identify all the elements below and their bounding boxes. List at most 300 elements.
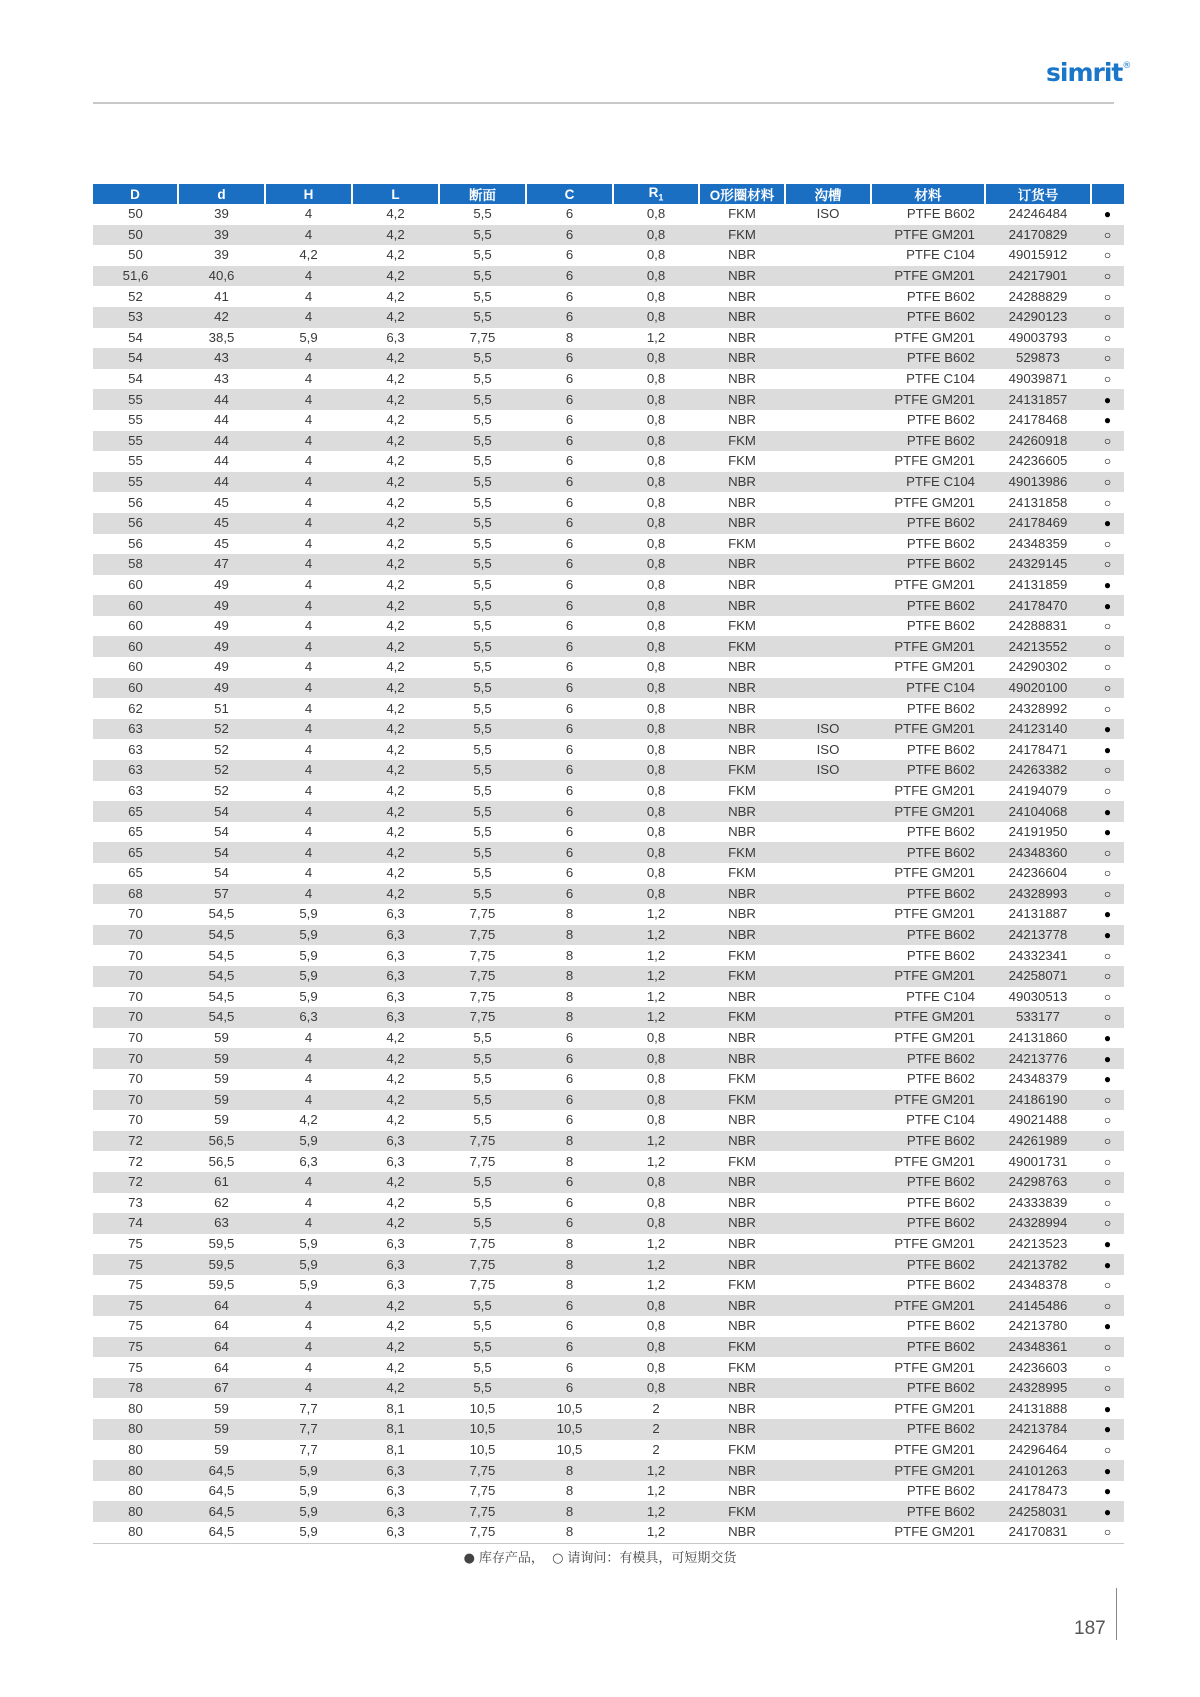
cell-order-number: 49001731 bbox=[1008, 1153, 1068, 1169]
cell-H: 5,9 bbox=[299, 906, 318, 922]
cell-H: 5,9 bbox=[265, 966, 352, 987]
cell-C: 6 bbox=[565, 288, 574, 304]
cell-material: PTFE C104 bbox=[871, 472, 985, 493]
cell-H: 4 bbox=[265, 1048, 352, 1069]
cell-D: 80 bbox=[128, 1483, 143, 1499]
cell-oring-material: NBR bbox=[699, 678, 785, 699]
cell-D: 75 bbox=[93, 1295, 178, 1316]
cell-availability: ○ bbox=[1103, 1195, 1112, 1210]
cell-material: PTFE GM201 bbox=[871, 266, 985, 287]
cell-C: 6 bbox=[526, 1090, 613, 1111]
cell-d: 54,5 bbox=[178, 966, 265, 987]
cell-H: 4 bbox=[265, 554, 352, 575]
cell-H: 4 bbox=[265, 1090, 352, 1111]
table-body bbox=[93, 204, 1124, 1543]
cell-material: PTFE B602 bbox=[871, 595, 985, 616]
cell-groove bbox=[785, 554, 871, 575]
cell-D: 70 bbox=[128, 906, 143, 922]
cell-D: 70 bbox=[128, 947, 143, 963]
cell-L: 6,3 bbox=[386, 329, 405, 345]
cell-L: 4,2 bbox=[386, 535, 405, 551]
cell-R1: 0,8 bbox=[613, 266, 699, 287]
cell-section: 7,75 bbox=[439, 1460, 526, 1481]
cell-C: 8 bbox=[565, 988, 574, 1004]
table-row bbox=[93, 1316, 1124, 1337]
cell-oring-material: NBR bbox=[699, 1378, 785, 1399]
cell-order-number: 24333839 bbox=[1008, 1194, 1068, 1210]
cell-d: 49 bbox=[178, 595, 265, 616]
cell-section: 5,5 bbox=[439, 884, 526, 905]
cell-D: 70 bbox=[93, 1007, 178, 1028]
cell-D: 73 bbox=[128, 1194, 143, 1210]
cell-order-number: 24178473 bbox=[1008, 1483, 1068, 1499]
cell-oring-material: NBR bbox=[699, 1254, 785, 1275]
cell-L: 4,2 bbox=[386, 1359, 405, 1375]
table-row bbox=[93, 492, 1124, 513]
cell-H: 4 bbox=[265, 1172, 352, 1193]
cell-order-number: 529873 bbox=[985, 348, 1091, 369]
table-row bbox=[93, 884, 1124, 905]
cell-material: PTFE GM201 bbox=[871, 1460, 985, 1481]
cell-L: 6,3 bbox=[352, 1131, 439, 1152]
cell-d: 52 bbox=[214, 741, 229, 757]
cell-d: 54,5 bbox=[208, 906, 235, 922]
cell-R1: 0,8 bbox=[613, 678, 699, 699]
cell-order-number: 24261989 bbox=[985, 1131, 1091, 1152]
cell-section: 7,75 bbox=[439, 1007, 526, 1028]
cell-C: 6 bbox=[526, 1172, 613, 1193]
cell-groove bbox=[785, 1337, 871, 1358]
cell-order-number: 24178470 bbox=[985, 595, 1091, 616]
cell-oring-material: NBR bbox=[728, 1030, 756, 1046]
cell-groove bbox=[785, 904, 871, 925]
cell-material: PTFE B602 bbox=[871, 431, 985, 452]
cell-availability: ○ bbox=[1091, 1337, 1124, 1358]
cell-D: 62 bbox=[128, 700, 143, 716]
table-row bbox=[93, 1440, 1124, 1461]
cell-availability: ○ bbox=[1091, 842, 1124, 863]
product-table bbox=[93, 184, 1124, 1544]
cell-availability: ○ bbox=[1103, 619, 1112, 634]
col-header-L: L bbox=[352, 184, 439, 204]
cell-d: 54 bbox=[178, 842, 265, 863]
cell-availability: ○ bbox=[1103, 289, 1112, 304]
table-row bbox=[93, 1007, 1124, 1028]
cell-availability: ● bbox=[1091, 389, 1124, 410]
cell-oring-material: FKM bbox=[699, 1007, 785, 1028]
cell-material: PTFE B602 bbox=[871, 1337, 985, 1358]
cell-groove bbox=[785, 781, 871, 802]
cell-groove bbox=[785, 389, 871, 410]
cell-H: 5,9 bbox=[265, 1131, 352, 1152]
cell-oring-material: NBR bbox=[699, 1295, 785, 1316]
cell-H: 4 bbox=[304, 1359, 313, 1375]
cell-L: 4,2 bbox=[386, 576, 405, 592]
cell-d: 64 bbox=[178, 1337, 265, 1358]
cell-availability: ○ bbox=[1091, 678, 1124, 699]
cell-d: 64 bbox=[214, 1359, 229, 1375]
cell-groove bbox=[785, 451, 871, 472]
cell-oring-material: NBR bbox=[728, 1235, 756, 1251]
table-row bbox=[93, 1460, 1124, 1481]
cell-H: 5,9 bbox=[299, 329, 318, 345]
table-row bbox=[93, 431, 1124, 452]
cell-material: PTFE GM201 bbox=[871, 1007, 985, 1028]
cell-H: 4,2 bbox=[299, 247, 318, 263]
cell-H: 4 bbox=[265, 1295, 352, 1316]
cell-oring-material: FKM bbox=[728, 206, 756, 222]
cell-R1: 0,8 bbox=[613, 884, 699, 905]
cell-R1: 0,8 bbox=[613, 1048, 699, 1069]
cell-availability: ○ bbox=[1103, 1360, 1112, 1375]
table-row bbox=[93, 842, 1124, 863]
cell-section: 5,5 bbox=[439, 842, 526, 863]
cell-material: PTFE B602 bbox=[871, 554, 985, 575]
cell-L: 4,2 bbox=[352, 1048, 439, 1069]
cell-H: 4 bbox=[304, 1318, 313, 1334]
cell-availability: ● bbox=[1091, 925, 1124, 946]
cell-availability: ○ bbox=[1103, 454, 1112, 469]
cell-groove: ISO bbox=[816, 206, 840, 222]
cell-L: 6,3 bbox=[352, 1254, 439, 1275]
cell-R1: 0,8 bbox=[646, 782, 666, 798]
cell-D: 63 bbox=[128, 741, 143, 757]
cell-H: 4 bbox=[265, 266, 352, 287]
cell-order-number: 24348360 bbox=[985, 842, 1091, 863]
cell-D: 63 bbox=[93, 760, 178, 781]
cell-L: 6,3 bbox=[386, 1153, 405, 1169]
cell-groove bbox=[785, 1316, 871, 1337]
cell-groove bbox=[785, 1028, 871, 1049]
cell-H: 5,9 bbox=[265, 1460, 352, 1481]
cell-H: 4 bbox=[265, 431, 352, 452]
cell-R1: 0,8 bbox=[646, 576, 666, 592]
cell-material: PTFE GM201 bbox=[894, 906, 975, 922]
cell-order-number: 24290302 bbox=[1008, 659, 1068, 675]
cell-D: 70 bbox=[93, 1048, 178, 1069]
cell-oring-material: NBR bbox=[728, 288, 756, 304]
cell-oring-material: NBR bbox=[699, 513, 785, 534]
cell-material: PTFE GM201 bbox=[871, 636, 985, 657]
cell-oring-material: FKM bbox=[728, 782, 756, 798]
cell-order-number: 24236603 bbox=[1008, 1359, 1068, 1375]
cell-section: 5,5 bbox=[439, 1172, 526, 1193]
table-row bbox=[93, 534, 1124, 555]
table-row bbox=[93, 1501, 1124, 1522]
cell-availability: ○ bbox=[1091, 431, 1124, 452]
cell-d: 54,5 bbox=[208, 947, 235, 963]
cell-groove bbox=[785, 616, 871, 637]
table-row bbox=[93, 225, 1124, 246]
cell-availability: ● bbox=[1103, 825, 1112, 840]
cell-D: 70 bbox=[93, 966, 178, 987]
cell-R1: 0,8 bbox=[646, 535, 666, 551]
cell-groove bbox=[785, 698, 871, 719]
cell-R1: 0,8 bbox=[613, 513, 699, 534]
cell-L: 4,2 bbox=[352, 884, 439, 905]
cell-section: 5,5 bbox=[439, 266, 526, 287]
cell-availability: ○ bbox=[1103, 1113, 1112, 1128]
cell-availability: ● bbox=[1103, 1401, 1112, 1416]
cell-d: 43 bbox=[214, 371, 229, 387]
cell-L: 6,3 bbox=[386, 947, 405, 963]
cell-R1: 1,2 bbox=[646, 988, 666, 1004]
cell-groove bbox=[785, 245, 871, 266]
cell-order-number: 49015912 bbox=[1008, 247, 1068, 263]
cell-availability: ● bbox=[1103, 413, 1112, 428]
cell-availability: ○ bbox=[1103, 948, 1112, 963]
cell-R1: 0,8 bbox=[613, 760, 699, 781]
cell-groove bbox=[785, 1151, 871, 1172]
header-rule bbox=[93, 102, 1114, 104]
cell-D: 75 bbox=[128, 1359, 143, 1375]
cell-R1: 0,8 bbox=[613, 1213, 699, 1234]
cell-C: 6 bbox=[565, 741, 574, 757]
cell-L: 4,2 bbox=[352, 1337, 439, 1358]
cell-R1: 0,8 bbox=[646, 741, 666, 757]
cell-order-number: 24236604 bbox=[1008, 865, 1068, 881]
cell-material: PTFE GM201 bbox=[894, 494, 975, 510]
cell-d: 59 bbox=[214, 1441, 229, 1457]
cell-D: 70 bbox=[128, 1112, 143, 1128]
cell-oring-material: NBR bbox=[699, 1048, 785, 1069]
cell-L: 4,2 bbox=[352, 678, 439, 699]
cell-order-number: 24263382 bbox=[985, 760, 1091, 781]
cell-R1: 0,8 bbox=[613, 1337, 699, 1358]
cell-groove bbox=[785, 1172, 871, 1193]
cell-H: 4 bbox=[304, 1194, 313, 1210]
cell-order-number: 49021488 bbox=[1008, 1112, 1068, 1128]
col-header-section: 断面 bbox=[439, 184, 526, 204]
col-header-order-number: 订货号 bbox=[985, 184, 1091, 204]
cell-groove bbox=[785, 1295, 871, 1316]
table-row bbox=[93, 1048, 1124, 1069]
cell-H: 4 bbox=[304, 1071, 313, 1087]
cell-order-number: 24131859 bbox=[1008, 576, 1068, 592]
cell-H: 4 bbox=[304, 494, 313, 510]
cell-d: 51 bbox=[214, 700, 229, 716]
cell-C: 6 bbox=[526, 554, 613, 575]
table-row bbox=[93, 1481, 1124, 1502]
table-row bbox=[93, 245, 1124, 266]
cell-C: 6 bbox=[526, 842, 613, 863]
cell-material: PTFE GM201 bbox=[894, 453, 975, 469]
cell-R1: 0,8 bbox=[613, 389, 699, 410]
cell-d: 59 bbox=[214, 1030, 229, 1046]
cell-material: PTFE B602 bbox=[906, 741, 975, 757]
cell-R1: 0,8 bbox=[613, 472, 699, 493]
cell-L: 4,2 bbox=[352, 472, 439, 493]
cell-material: PTFE GM201 bbox=[894, 1359, 975, 1375]
cell-d: 47 bbox=[178, 554, 265, 575]
cell-D: 72 bbox=[93, 1172, 178, 1193]
table-row bbox=[93, 1522, 1124, 1543]
cell-oring-material: NBR bbox=[699, 1460, 785, 1481]
table-row bbox=[93, 554, 1124, 575]
cell-H: 5,9 bbox=[299, 988, 318, 1004]
cell-C: 6 bbox=[565, 1359, 574, 1375]
cell-availability: ○ bbox=[1103, 660, 1112, 675]
cell-section: 7,75 bbox=[439, 1501, 526, 1522]
cell-d: 52 bbox=[178, 760, 265, 781]
cell-availability: ● bbox=[1103, 1484, 1112, 1499]
cell-material: PTFE B602 bbox=[906, 824, 975, 840]
cell-oring-material: NBR bbox=[699, 884, 785, 905]
cell-d: 44 bbox=[178, 431, 265, 452]
cell-order-number: 24213776 bbox=[985, 1048, 1091, 1069]
cell-section: 5,5 bbox=[473, 453, 492, 469]
cell-availability: ○ bbox=[1091, 554, 1124, 575]
cell-section: 5,5 bbox=[473, 535, 492, 551]
cell-d: 59,5 bbox=[208, 1235, 235, 1251]
cell-R1: 0,8 bbox=[646, 824, 666, 840]
cell-C: 8 bbox=[565, 906, 574, 922]
cell-order-number: 24328994 bbox=[985, 1213, 1091, 1234]
cell-groove bbox=[785, 1048, 871, 1069]
cell-H: 4 bbox=[304, 700, 313, 716]
col-header-H: H bbox=[265, 184, 352, 204]
cell-oring-material: NBR bbox=[699, 719, 785, 740]
cell-H: 4 bbox=[265, 842, 352, 863]
table-row bbox=[93, 822, 1124, 843]
table-row bbox=[93, 328, 1124, 349]
cell-C: 6 bbox=[526, 225, 613, 246]
cell-availability: ● bbox=[1091, 1501, 1124, 1522]
table-row bbox=[93, 369, 1124, 390]
table-row bbox=[93, 1234, 1124, 1255]
cell-D: 68 bbox=[93, 884, 178, 905]
cell-C: 6 bbox=[565, 1030, 574, 1046]
table-row bbox=[93, 1090, 1124, 1111]
cell-C: 6 bbox=[565, 824, 574, 840]
cell-d: 54,5 bbox=[178, 1007, 265, 1028]
cell-D: 80 bbox=[93, 1460, 178, 1481]
table-row bbox=[93, 1357, 1124, 1378]
cell-R1: 0,8 bbox=[646, 865, 666, 881]
cell-oring-material: NBR bbox=[728, 700, 756, 716]
cell-order-number: 24236605 bbox=[1008, 453, 1068, 469]
cell-d: 49 bbox=[178, 636, 265, 657]
cell-d: 38,5 bbox=[208, 329, 235, 345]
cell-oring-material: FKM bbox=[699, 431, 785, 452]
cell-material: PTFE B602 bbox=[871, 842, 985, 863]
cell-material: PTFE GM201 bbox=[894, 576, 975, 592]
cell-L: 8,1 bbox=[386, 1441, 405, 1457]
cell-material: PTFE B602 bbox=[871, 1419, 985, 1440]
cell-D: 56 bbox=[128, 494, 143, 510]
cell-H: 4 bbox=[265, 513, 352, 534]
table-row bbox=[93, 1172, 1124, 1193]
cell-order-number: 49003793 bbox=[1008, 329, 1068, 345]
cell-R1: 0,8 bbox=[613, 1295, 699, 1316]
cell-order-number: 24213778 bbox=[985, 925, 1091, 946]
cell-material: PTFE B602 bbox=[871, 1254, 985, 1275]
cell-D: 55 bbox=[93, 431, 178, 452]
table-row bbox=[93, 286, 1124, 307]
cell-D: 55 bbox=[128, 412, 143, 428]
cell-availability: ○ bbox=[1091, 225, 1124, 246]
cell-material: PTFE GM201 bbox=[894, 1441, 975, 1457]
cell-C: 6 bbox=[526, 801, 613, 822]
cell-groove bbox=[785, 328, 871, 349]
cell-R1: 0,8 bbox=[646, 1030, 666, 1046]
cell-R1: 0,8 bbox=[646, 659, 666, 675]
cell-oring-material: NBR bbox=[728, 741, 756, 757]
cell-H: 4 bbox=[304, 782, 313, 798]
cell-H: 4 bbox=[265, 636, 352, 657]
cell-groove bbox=[785, 348, 871, 369]
cell-groove bbox=[785, 1090, 871, 1111]
cell-R1: 1,2 bbox=[646, 1235, 666, 1251]
cell-material: PTFE B602 bbox=[871, 1501, 985, 1522]
cell-groove bbox=[785, 1275, 871, 1296]
cell-section: 5,5 bbox=[473, 1359, 492, 1375]
cell-L: 4,2 bbox=[352, 1090, 439, 1111]
cell-order-number: 24104068 bbox=[985, 801, 1091, 822]
cell-R1: 1,2 bbox=[646, 947, 666, 963]
cell-groove bbox=[785, 1501, 871, 1522]
cell-H: 5,9 bbox=[265, 1501, 352, 1522]
cell-R1: 0,8 bbox=[646, 700, 666, 716]
cell-d: 49 bbox=[214, 618, 229, 634]
cell-availability: ○ bbox=[1103, 1442, 1112, 1457]
cell-oring-material: FKM bbox=[728, 865, 756, 881]
cell-oring-material: FKM bbox=[728, 618, 756, 634]
cell-section: 5,5 bbox=[439, 1213, 526, 1234]
cell-L: 4,2 bbox=[386, 1112, 405, 1128]
cell-C: 6 bbox=[526, 595, 613, 616]
cell-section: 5,5 bbox=[473, 865, 492, 881]
table-row bbox=[93, 1213, 1124, 1234]
cell-H: 4,2 bbox=[299, 1112, 318, 1128]
cell-H: 5,9 bbox=[299, 1235, 318, 1251]
cell-D: 75 bbox=[128, 1277, 143, 1293]
cell-H: 5,9 bbox=[299, 1483, 318, 1499]
cell-section: 5,5 bbox=[473, 288, 492, 304]
cell-R1: 1,2 bbox=[613, 966, 699, 987]
cell-groove bbox=[785, 884, 871, 905]
cell-section: 5,5 bbox=[439, 636, 526, 657]
cell-R1: 0,8 bbox=[646, 1318, 666, 1334]
cell-D: 80 bbox=[128, 1400, 143, 1416]
cell-D: 54 bbox=[128, 329, 143, 345]
cell-section: 7,75 bbox=[439, 1254, 526, 1275]
cell-section: 5,5 bbox=[439, 431, 526, 452]
cell-R1: 1,2 bbox=[646, 1483, 666, 1499]
cell-availability: ○ bbox=[1103, 330, 1112, 345]
cell-section: 5,5 bbox=[439, 472, 526, 493]
table-row bbox=[93, 1378, 1124, 1399]
col-header-groove: 沟槽 bbox=[785, 184, 871, 204]
cell-oring-material: NBR bbox=[699, 389, 785, 410]
cell-order-number: 24296464 bbox=[1008, 1441, 1068, 1457]
cell-D: 51,6 bbox=[93, 266, 178, 287]
cell-d: 59 bbox=[214, 1400, 229, 1416]
cell-groove bbox=[785, 925, 871, 946]
cell-D: 60 bbox=[128, 618, 143, 634]
cell-availability: ○ bbox=[1091, 1007, 1124, 1028]
cell-d: 52 bbox=[178, 719, 265, 740]
cell-C: 8 bbox=[526, 1254, 613, 1275]
cell-material: PTFE B602 bbox=[871, 884, 985, 905]
cell-oring-material: NBR bbox=[699, 1419, 785, 1440]
cell-material: PTFE GM201 bbox=[871, 801, 985, 822]
cell-d: 41 bbox=[214, 288, 229, 304]
cell-L: 4,2 bbox=[386, 412, 405, 428]
cell-L: 4,2 bbox=[386, 741, 405, 757]
cell-D: 54 bbox=[128, 371, 143, 387]
cell-material: PTFE B602 bbox=[906, 206, 975, 222]
